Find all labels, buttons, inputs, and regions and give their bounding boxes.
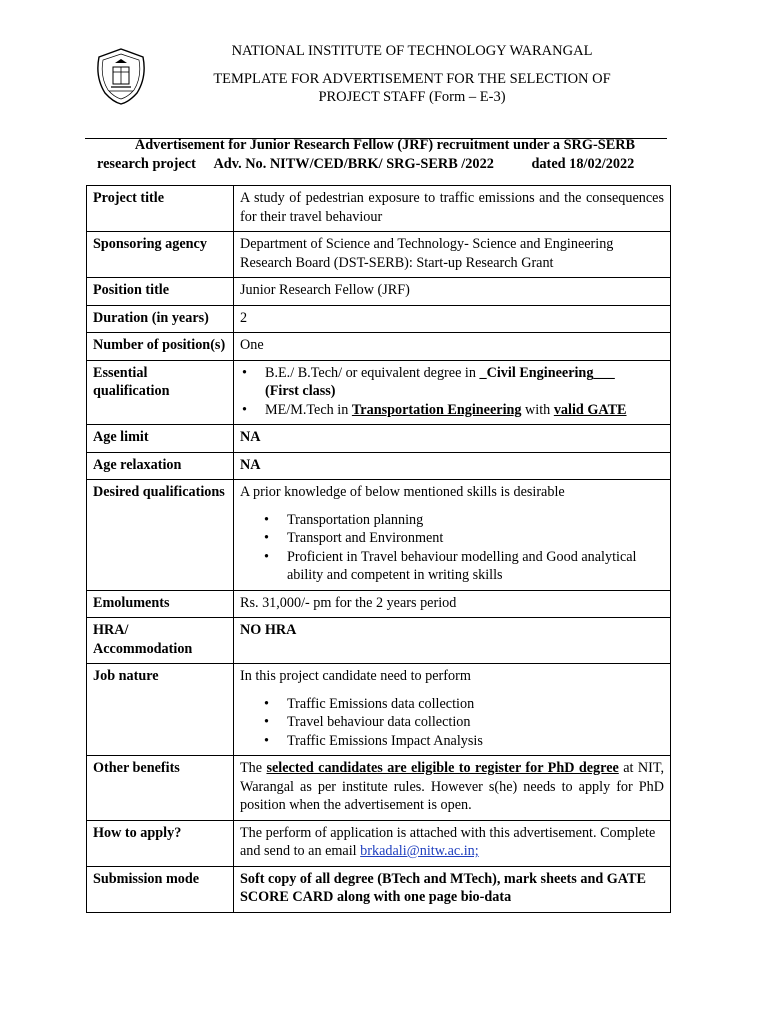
table-row (87, 305, 671, 333)
template-title-line1: TEMPLATE FOR ADVERTISEMENT FOR THE SELECTION OF (213, 71, 611, 87)
template-title-line2: PROJECT STAFF (Form – E-3) (318, 89, 506, 105)
advertisement-line1: Advertisement for Junior Research Fellow (JRF) recruitment under a SRG-SERB (134, 137, 636, 153)
job-nature-value (234, 664, 671, 756)
sponsoring-agency-value: Department of Science and Technology- Science and Engineering Research Board (DST-SERB): Start-up Research Grant (234, 232, 671, 278)
hra-value: NO HRA (234, 618, 671, 664)
position-title-value: Junior Research Fellow (JRF) (234, 278, 671, 306)
table-row (87, 452, 671, 480)
qualification-connector: with (521, 401, 554, 418)
table-row (87, 590, 671, 618)
list-item (240, 401, 664, 420)
desired-qualifications-value (234, 480, 671, 591)
list-item (240, 364, 664, 401)
nit-emblem-logo (93, 47, 149, 105)
positions-value: One (234, 333, 671, 361)
advertisement-date: dated 18/02/2022 (531, 156, 635, 172)
list-item: • Travel behaviour data collection (240, 713, 664, 732)
table-row (87, 360, 671, 425)
advertisement-prefix: research project (97, 156, 196, 172)
duration-label: Duration (in years) (87, 305, 234, 333)
age-limit-label: Age limit (87, 425, 234, 453)
advertisement-line2 (97, 156, 687, 173)
sponsoring-agency-label: Sponsoring agency (87, 232, 234, 278)
benefits-details: at NIT, Warangal as per institute rules. However s(he) needs to apply for PhD position when the advertisement is open. (240, 760, 664, 813)
list-item: • Transport and Environment (240, 529, 664, 548)
position-title-label: Position title (87, 278, 234, 306)
duration-value: 2 (234, 305, 671, 333)
advertisement-number: Adv. No. NITW/CED/BRK/ SRG-SERB /2022 (213, 156, 494, 172)
desired-skills-list (240, 511, 664, 585)
how-to-apply-value (234, 820, 671, 866)
benefits-prefix: The (240, 760, 267, 776)
list-item: • Transportation planning (240, 511, 664, 530)
qualification-class: (First class) (265, 383, 336, 399)
project-details-table (86, 185, 671, 913)
qualification-gate: valid GATE (553, 401, 627, 418)
list-item: • Traffic Emissions data collection (240, 695, 664, 714)
job-nature-intro: In this project candidate need to perform (240, 668, 471, 684)
qualification-discipline: _Civil Engineering___ (479, 364, 615, 381)
hra-label-line2: Accommodation (93, 640, 193, 657)
qualification-pg-field: Transportation Engineering (351, 401, 522, 418)
desired-intro: A prior knowledge of below mentioned skills is desirable (240, 484, 565, 500)
table-row (87, 866, 671, 912)
project-title-value: A study of pedestrian exposure to traffic emissions and the consequences for their travel behaviour (234, 186, 671, 232)
list-item: • Traffic Emissions Impact Analysis (240, 732, 664, 751)
hra-label-line1: HRA/ (93, 622, 129, 638)
table-row (87, 664, 671, 756)
desired-qualifications-label: Desired qualifications (87, 480, 234, 591)
other-benefits-label: Other benefits (87, 756, 234, 821)
emoluments-label: Emoluments (87, 590, 234, 618)
how-to-apply-label: How to apply? (87, 820, 234, 866)
table-row (87, 480, 671, 591)
qualification-pg-text: ME/M.Tech in (265, 401, 352, 418)
positions-label: Number of position(s) (87, 333, 234, 361)
submission-mode-value: Soft copy of all degree (BTech and MTech), mark sheets and GATE SCORE CARD along with one page bio-data (234, 866, 671, 912)
job-tasks-list (240, 695, 664, 751)
table-row (87, 232, 671, 278)
submission-mode-label: Submission mode (87, 866, 234, 912)
project-title-label: Project title (87, 186, 234, 232)
other-benefits-value (234, 756, 671, 821)
age-limit-value: NA (234, 425, 671, 453)
table-row (87, 425, 671, 453)
essential-qualification-list (240, 364, 664, 420)
hra-label (87, 618, 234, 664)
apply-instructions: The perform of application is attached with this advertisement. Complete and send to an email (240, 824, 656, 859)
essential-qualification-label: Essential qualification (87, 360, 234, 425)
age-relaxation-value: NA (234, 452, 671, 480)
list-item: • Proficient in Travel behaviour modelling and Good analytical ability and competent in writing skills (240, 548, 664, 585)
table-row (87, 186, 671, 232)
table-row (87, 278, 671, 306)
table-row (87, 618, 671, 664)
apply-email-link[interactable]: brkadali@nitw.ac.in; (360, 843, 479, 859)
age-relaxation-label: Age relaxation (87, 452, 234, 480)
qualification-degree-text: B.E./ B.Tech/ or equivalent degree in (265, 364, 480, 381)
benefits-phd-eligibility: selected candidates are eligible to register for PhD degree (266, 760, 619, 776)
emoluments-value: Rs. 31,000/- pm for the 2 years period (234, 590, 671, 618)
table-row (87, 756, 671, 821)
institute-name: NATIONAL INSTITUTE OF TECHNOLOGY WARANGAL (231, 43, 593, 59)
essential-qualification-value (234, 360, 671, 425)
table-row (87, 333, 671, 361)
table-row (87, 820, 671, 866)
job-nature-label: Job nature (87, 664, 234, 756)
